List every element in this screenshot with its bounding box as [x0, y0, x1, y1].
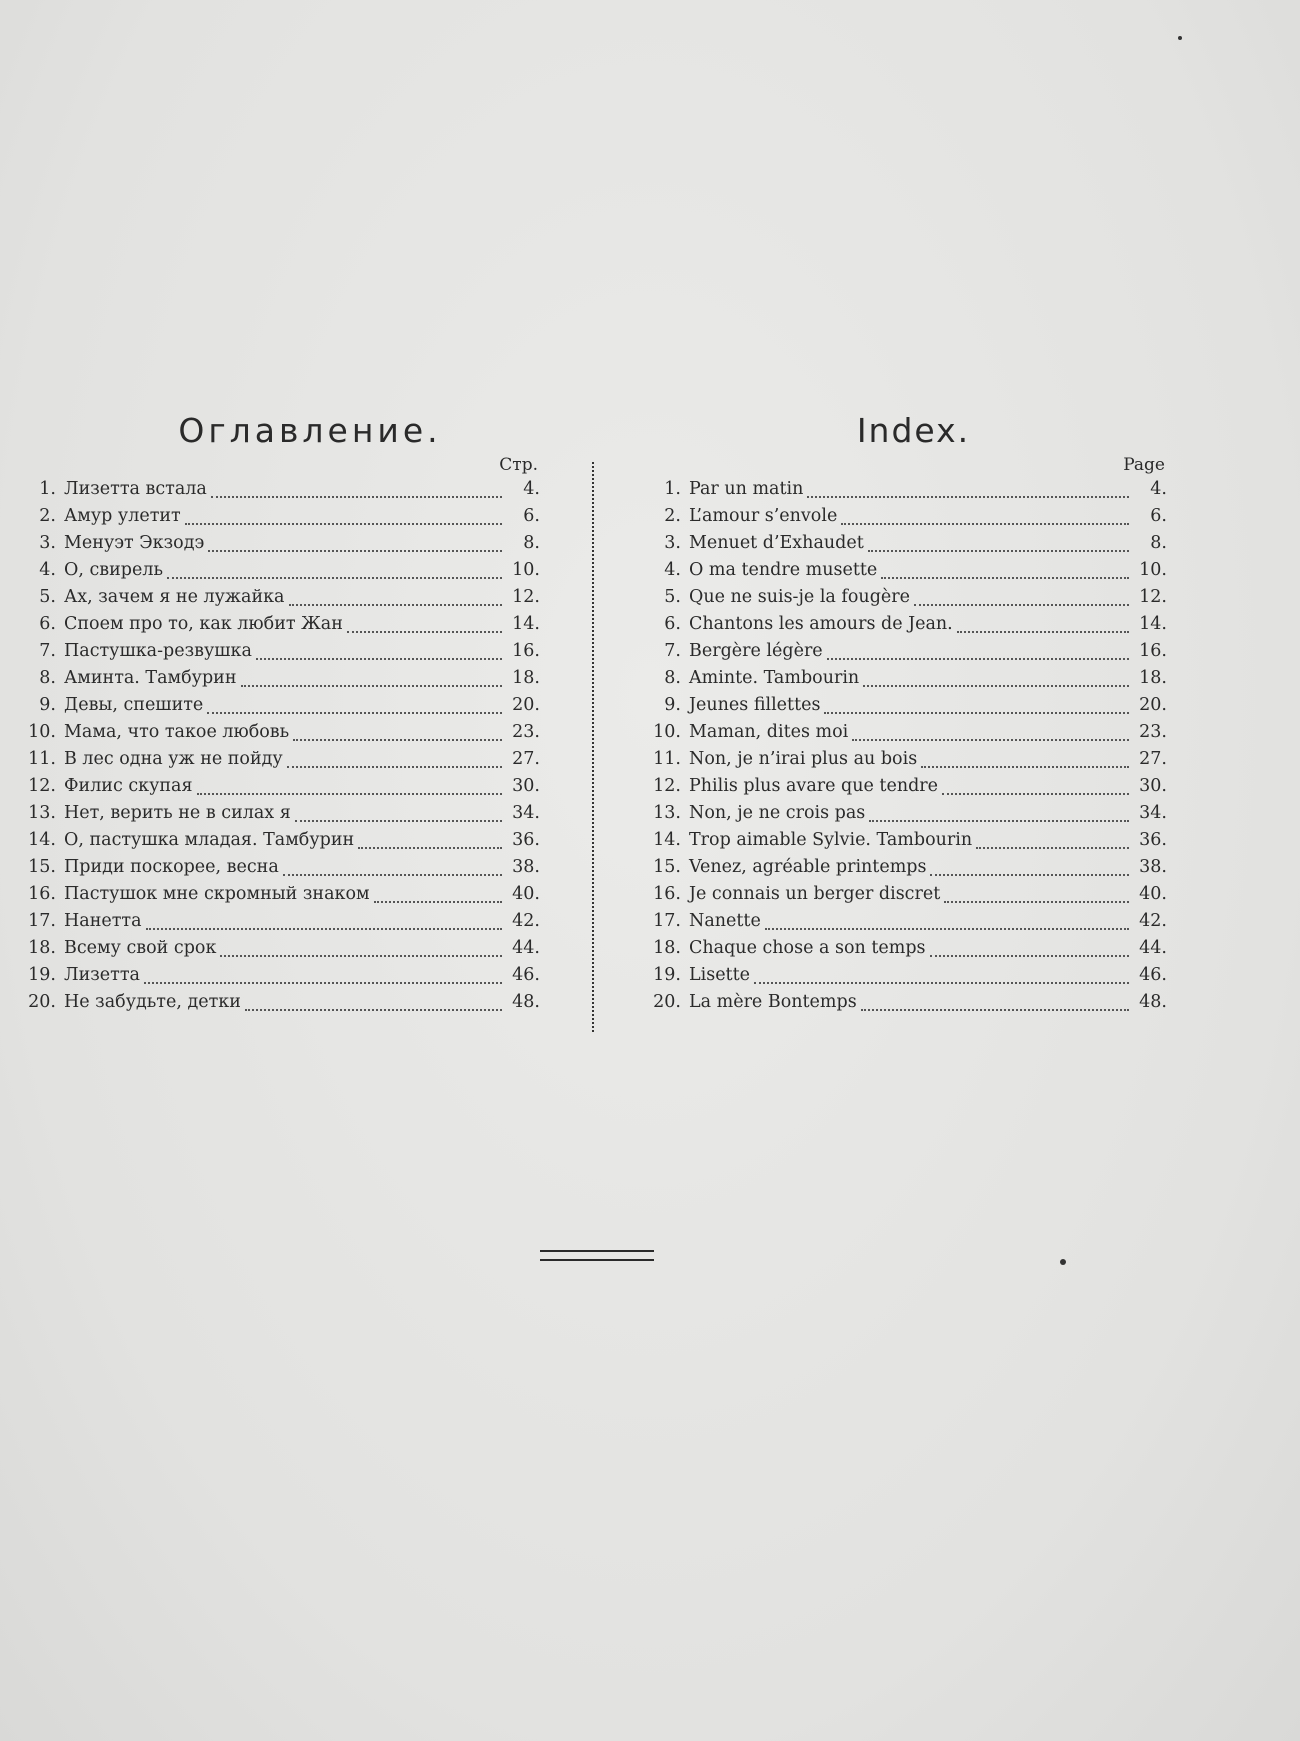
- dot-leader: [930, 866, 1129, 876]
- dot-leader: [295, 812, 502, 822]
- entry-number: 16.: [28, 884, 56, 904]
- entry-title: Menuet d’Exhaudet: [689, 533, 864, 553]
- entry-title: Maman, dites moi: [689, 722, 849, 742]
- entry-title: Аминта. Тамбурин: [64, 668, 237, 688]
- entry-number: 14.: [28, 830, 56, 850]
- double-rule-top: [540, 1250, 654, 1252]
- french-entry: [645, 476, 1167, 503]
- russian-entry: [20, 530, 540, 557]
- entry-number: 2.: [664, 506, 681, 526]
- russian-entry: [20, 638, 540, 665]
- entry-number: 19.: [653, 965, 681, 985]
- russian-entry: [20, 584, 540, 611]
- entry-page: 8.: [1150, 533, 1167, 553]
- entry-title: Non, je n’irai plus au bois: [689, 749, 918, 769]
- russian-entry: [20, 611, 540, 638]
- dot-leader: [256, 650, 502, 660]
- french-entry: [645, 530, 1167, 557]
- entry-page: 16.: [1139, 641, 1167, 661]
- russian-entry-list: [20, 476, 540, 1016]
- dot-leader: [827, 650, 1129, 660]
- french-entry: [645, 908, 1167, 935]
- french-entry: [645, 719, 1167, 746]
- entry-number: 18.: [28, 938, 56, 958]
- entry-number: 14.: [653, 830, 681, 850]
- entry-title: Всему свой срок: [64, 938, 217, 958]
- dot-leader: [293, 731, 502, 741]
- entry-page: 34.: [1139, 803, 1167, 823]
- russian-entry: [20, 746, 540, 773]
- entry-title: Нет, верить не в силах я: [64, 803, 291, 823]
- entry-title: Que ne suis-je la fougère: [689, 587, 910, 607]
- french-entry: [645, 827, 1167, 854]
- russian-entry: [20, 908, 540, 935]
- entry-title: O ma tendre musette: [689, 560, 878, 580]
- entry-number: 1.: [664, 479, 681, 499]
- entry-page: 4.: [1150, 479, 1167, 499]
- entry-title: Пастушка-резвушка: [64, 641, 252, 661]
- dot-leader: [347, 623, 502, 633]
- dot-leader: [167, 569, 502, 579]
- russian-entry: [20, 719, 540, 746]
- entry-title: Лизетта встала: [64, 479, 207, 499]
- entry-number: 3.: [664, 533, 681, 553]
- entry-number: 4.: [664, 560, 681, 580]
- entry-page: 46.: [1139, 965, 1167, 985]
- entry-page: 23.: [512, 722, 540, 742]
- french-index-heading: Index.: [856, 411, 971, 450]
- russian-entry: [20, 773, 540, 800]
- entry-title: Trop aimable Sylvie. Tambourin: [689, 830, 973, 850]
- entry-page: 20.: [512, 695, 540, 715]
- entry-page: 38.: [512, 857, 540, 877]
- entry-title: Chantons les amours de Jean.: [689, 614, 953, 634]
- entry-number: 3.: [39, 533, 56, 553]
- dot-leader: [283, 866, 502, 876]
- entry-page: 44.: [512, 938, 540, 958]
- russian-entry: [20, 962, 540, 989]
- entry-number: 18.: [653, 938, 681, 958]
- dot-leader: [289, 596, 503, 606]
- entry-number: 4.: [39, 560, 56, 580]
- french-entry: [645, 611, 1167, 638]
- entry-number: 17.: [28, 911, 56, 931]
- entry-number: 15.: [653, 857, 681, 877]
- russian-entry: [20, 692, 540, 719]
- entry-number: 6.: [39, 614, 56, 634]
- entry-page: 42.: [1139, 911, 1167, 931]
- entry-number: 7.: [664, 641, 681, 661]
- dot-leader: [358, 839, 502, 849]
- entry-number: 10.: [28, 722, 56, 742]
- entry-page: 38.: [1139, 857, 1167, 877]
- dot-leader: [881, 569, 1129, 579]
- entry-page: 42.: [512, 911, 540, 931]
- entry-number: 8.: [39, 668, 56, 688]
- entry-title: Chaque chose a son temps: [689, 938, 926, 958]
- dot-leader: [824, 704, 1129, 714]
- russian-contents-heading: Оглавление.: [178, 411, 442, 450]
- entry-number: 11.: [28, 749, 56, 769]
- entry-page: 8.: [523, 533, 540, 553]
- entry-number: 6.: [664, 614, 681, 634]
- ink-speck: [1178, 36, 1182, 40]
- russian-entry: [20, 665, 540, 692]
- entry-title: Амур улетит: [64, 506, 181, 526]
- entry-title: Менуэт Экзодэ: [64, 533, 205, 553]
- entry-title: Je connais un berger discret: [689, 884, 941, 904]
- dot-leader: [208, 542, 502, 552]
- dot-leader: [869, 812, 1129, 822]
- french-entry: [645, 989, 1167, 1016]
- entry-title: Филис скупая: [64, 776, 193, 796]
- dot-leader: [765, 920, 1129, 930]
- french-entry: [645, 854, 1167, 881]
- dot-leader: [861, 1001, 1129, 1011]
- dot-leader: [921, 758, 1129, 768]
- entry-page: 27.: [512, 749, 540, 769]
- entry-title: Девы, спешите: [64, 695, 204, 715]
- entry-page: 10.: [1139, 560, 1167, 580]
- french-entry: [645, 935, 1167, 962]
- entry-number: 11.: [653, 749, 681, 769]
- entry-page: 34.: [512, 803, 540, 823]
- entry-page: 44.: [1139, 938, 1167, 958]
- entry-page: 36.: [512, 830, 540, 850]
- column-divider: [592, 462, 594, 1032]
- dot-leader: [942, 785, 1129, 795]
- entry-title: Aminte. Tambourin: [689, 668, 860, 688]
- entry-page: 36.: [1139, 830, 1167, 850]
- entry-title: Philis plus avare que tendre: [689, 776, 939, 796]
- ink-speck: [1060, 1259, 1066, 1265]
- entry-page: 4.: [523, 479, 540, 499]
- dot-leader: [807, 488, 1129, 498]
- entry-title: Мама, что такое любовь: [64, 722, 290, 742]
- dot-leader: [841, 515, 1129, 525]
- french-entry: [645, 800, 1167, 827]
- entry-title: Lisette: [689, 965, 750, 985]
- french-entry: [645, 746, 1167, 773]
- entry-number: 10.: [653, 722, 681, 742]
- french-entry: [645, 638, 1167, 665]
- russian-entry: [20, 989, 540, 1016]
- russian-entry: [20, 854, 540, 881]
- entry-page: 40.: [1139, 884, 1167, 904]
- entry-title: Par un matin: [689, 479, 804, 499]
- french-entry: [645, 962, 1167, 989]
- entry-number: 9.: [664, 695, 681, 715]
- entry-number: 12.: [28, 776, 56, 796]
- entry-number: 1.: [39, 479, 56, 499]
- entry-page: 14.: [512, 614, 540, 634]
- entry-number: 2.: [39, 506, 56, 526]
- dot-leader: [245, 1001, 502, 1011]
- french-entry: [645, 773, 1167, 800]
- entry-page: 46.: [512, 965, 540, 985]
- dot-leader: [374, 893, 502, 903]
- entry-number: 13.: [653, 803, 681, 823]
- entry-page: 12.: [512, 587, 540, 607]
- entry-page: 23.: [1139, 722, 1167, 742]
- entry-title: Nanette: [689, 911, 761, 931]
- dot-leader: [207, 704, 502, 714]
- entry-number: 9.: [39, 695, 56, 715]
- entry-number: 12.: [653, 776, 681, 796]
- entry-title: Non, je ne crois pas: [689, 803, 866, 823]
- russian-entry: [20, 557, 540, 584]
- double-rule-bottom: [540, 1259, 654, 1261]
- dot-leader: [976, 839, 1129, 849]
- entry-number: 19.: [28, 965, 56, 985]
- entry-page: 10.: [512, 560, 540, 580]
- entry-page: 6.: [523, 506, 540, 526]
- entry-title: Bergère légère: [689, 641, 823, 661]
- entry-page: 18.: [512, 668, 540, 688]
- russian-entry: [20, 800, 540, 827]
- entry-page: 40.: [512, 884, 540, 904]
- russian-contents: [20, 408, 540, 1016]
- russian-entry: [20, 935, 540, 962]
- entry-number: 8.: [664, 668, 681, 688]
- dot-leader: [868, 542, 1129, 552]
- entry-title: О, свирель: [64, 560, 163, 580]
- dot-leader: [852, 731, 1129, 741]
- russian-entry: [20, 827, 540, 854]
- dot-leader: [863, 677, 1129, 687]
- russian-page-column-label: Стр.: [499, 455, 538, 475]
- entry-page: 6.: [1150, 506, 1167, 526]
- dot-leader: [241, 677, 502, 687]
- russian-entry: [20, 476, 540, 503]
- entry-number: 16.: [653, 884, 681, 904]
- dot-leader: [146, 920, 502, 930]
- dot-leader: [197, 785, 502, 795]
- entry-title: Не забудьте, детки: [64, 992, 241, 1012]
- entry-title: Jeunes fillettes: [689, 695, 821, 715]
- entry-title: La mère Bontemps: [689, 992, 857, 1012]
- entry-page: 27.: [1139, 749, 1167, 769]
- entry-number: 20.: [28, 992, 56, 1012]
- french-page-column-label: Page: [1123, 455, 1165, 475]
- entry-page: 20.: [1139, 695, 1167, 715]
- entry-number: 20.: [653, 992, 681, 1012]
- dot-leader: [957, 623, 1129, 633]
- entry-page: 48.: [512, 992, 540, 1012]
- entry-title: Приди поскорее, весна: [64, 857, 279, 877]
- entry-title: Venez, agréable printemps: [689, 857, 927, 877]
- dot-leader: [944, 893, 1129, 903]
- entry-title: Лизетта: [64, 965, 140, 985]
- entry-title: L’amour s’envole: [689, 506, 838, 526]
- dot-leader: [287, 758, 502, 768]
- dot-leader: [930, 947, 1129, 957]
- dot-leader: [144, 974, 502, 984]
- entry-title: Споем про то, как любит Жан: [64, 614, 343, 634]
- entry-number: 15.: [28, 857, 56, 877]
- entry-title: О, пастушка младая. Тамбурин: [64, 830, 355, 850]
- dot-leader: [211, 488, 502, 498]
- french-entry: [645, 665, 1167, 692]
- entry-title: Ах, зачем я не лужайка: [64, 587, 285, 607]
- french-entry-list: [645, 476, 1167, 1016]
- entry-page: 30.: [1139, 776, 1167, 796]
- entry-number: 13.: [28, 803, 56, 823]
- french-entry: [645, 692, 1167, 719]
- dot-leader: [220, 947, 502, 957]
- french-index: [645, 408, 1167, 1016]
- entry-page: 30.: [512, 776, 540, 796]
- entry-page: 48.: [1139, 992, 1167, 1012]
- dot-leader: [914, 596, 1129, 606]
- entry-title: В лес одна уж не пойду: [64, 749, 283, 769]
- entry-page: 16.: [512, 641, 540, 661]
- dot-leader: [754, 974, 1129, 984]
- entry-title: Нанетта: [64, 911, 142, 931]
- entry-page: 14.: [1139, 614, 1167, 634]
- entry-number: 5.: [39, 587, 56, 607]
- entry-number: 7.: [39, 641, 56, 661]
- french-entry: [645, 584, 1167, 611]
- entry-title: Пастушок мне скромный знаком: [64, 884, 370, 904]
- entry-page: 18.: [1139, 668, 1167, 688]
- french-entry: [645, 881, 1167, 908]
- entry-number: 17.: [653, 911, 681, 931]
- russian-entry: [20, 881, 540, 908]
- entry-page: 12.: [1139, 587, 1167, 607]
- russian-entry: [20, 503, 540, 530]
- dot-leader: [185, 515, 502, 525]
- french-entry: [645, 557, 1167, 584]
- entry-number: 5.: [664, 587, 681, 607]
- french-entry: [645, 503, 1167, 530]
